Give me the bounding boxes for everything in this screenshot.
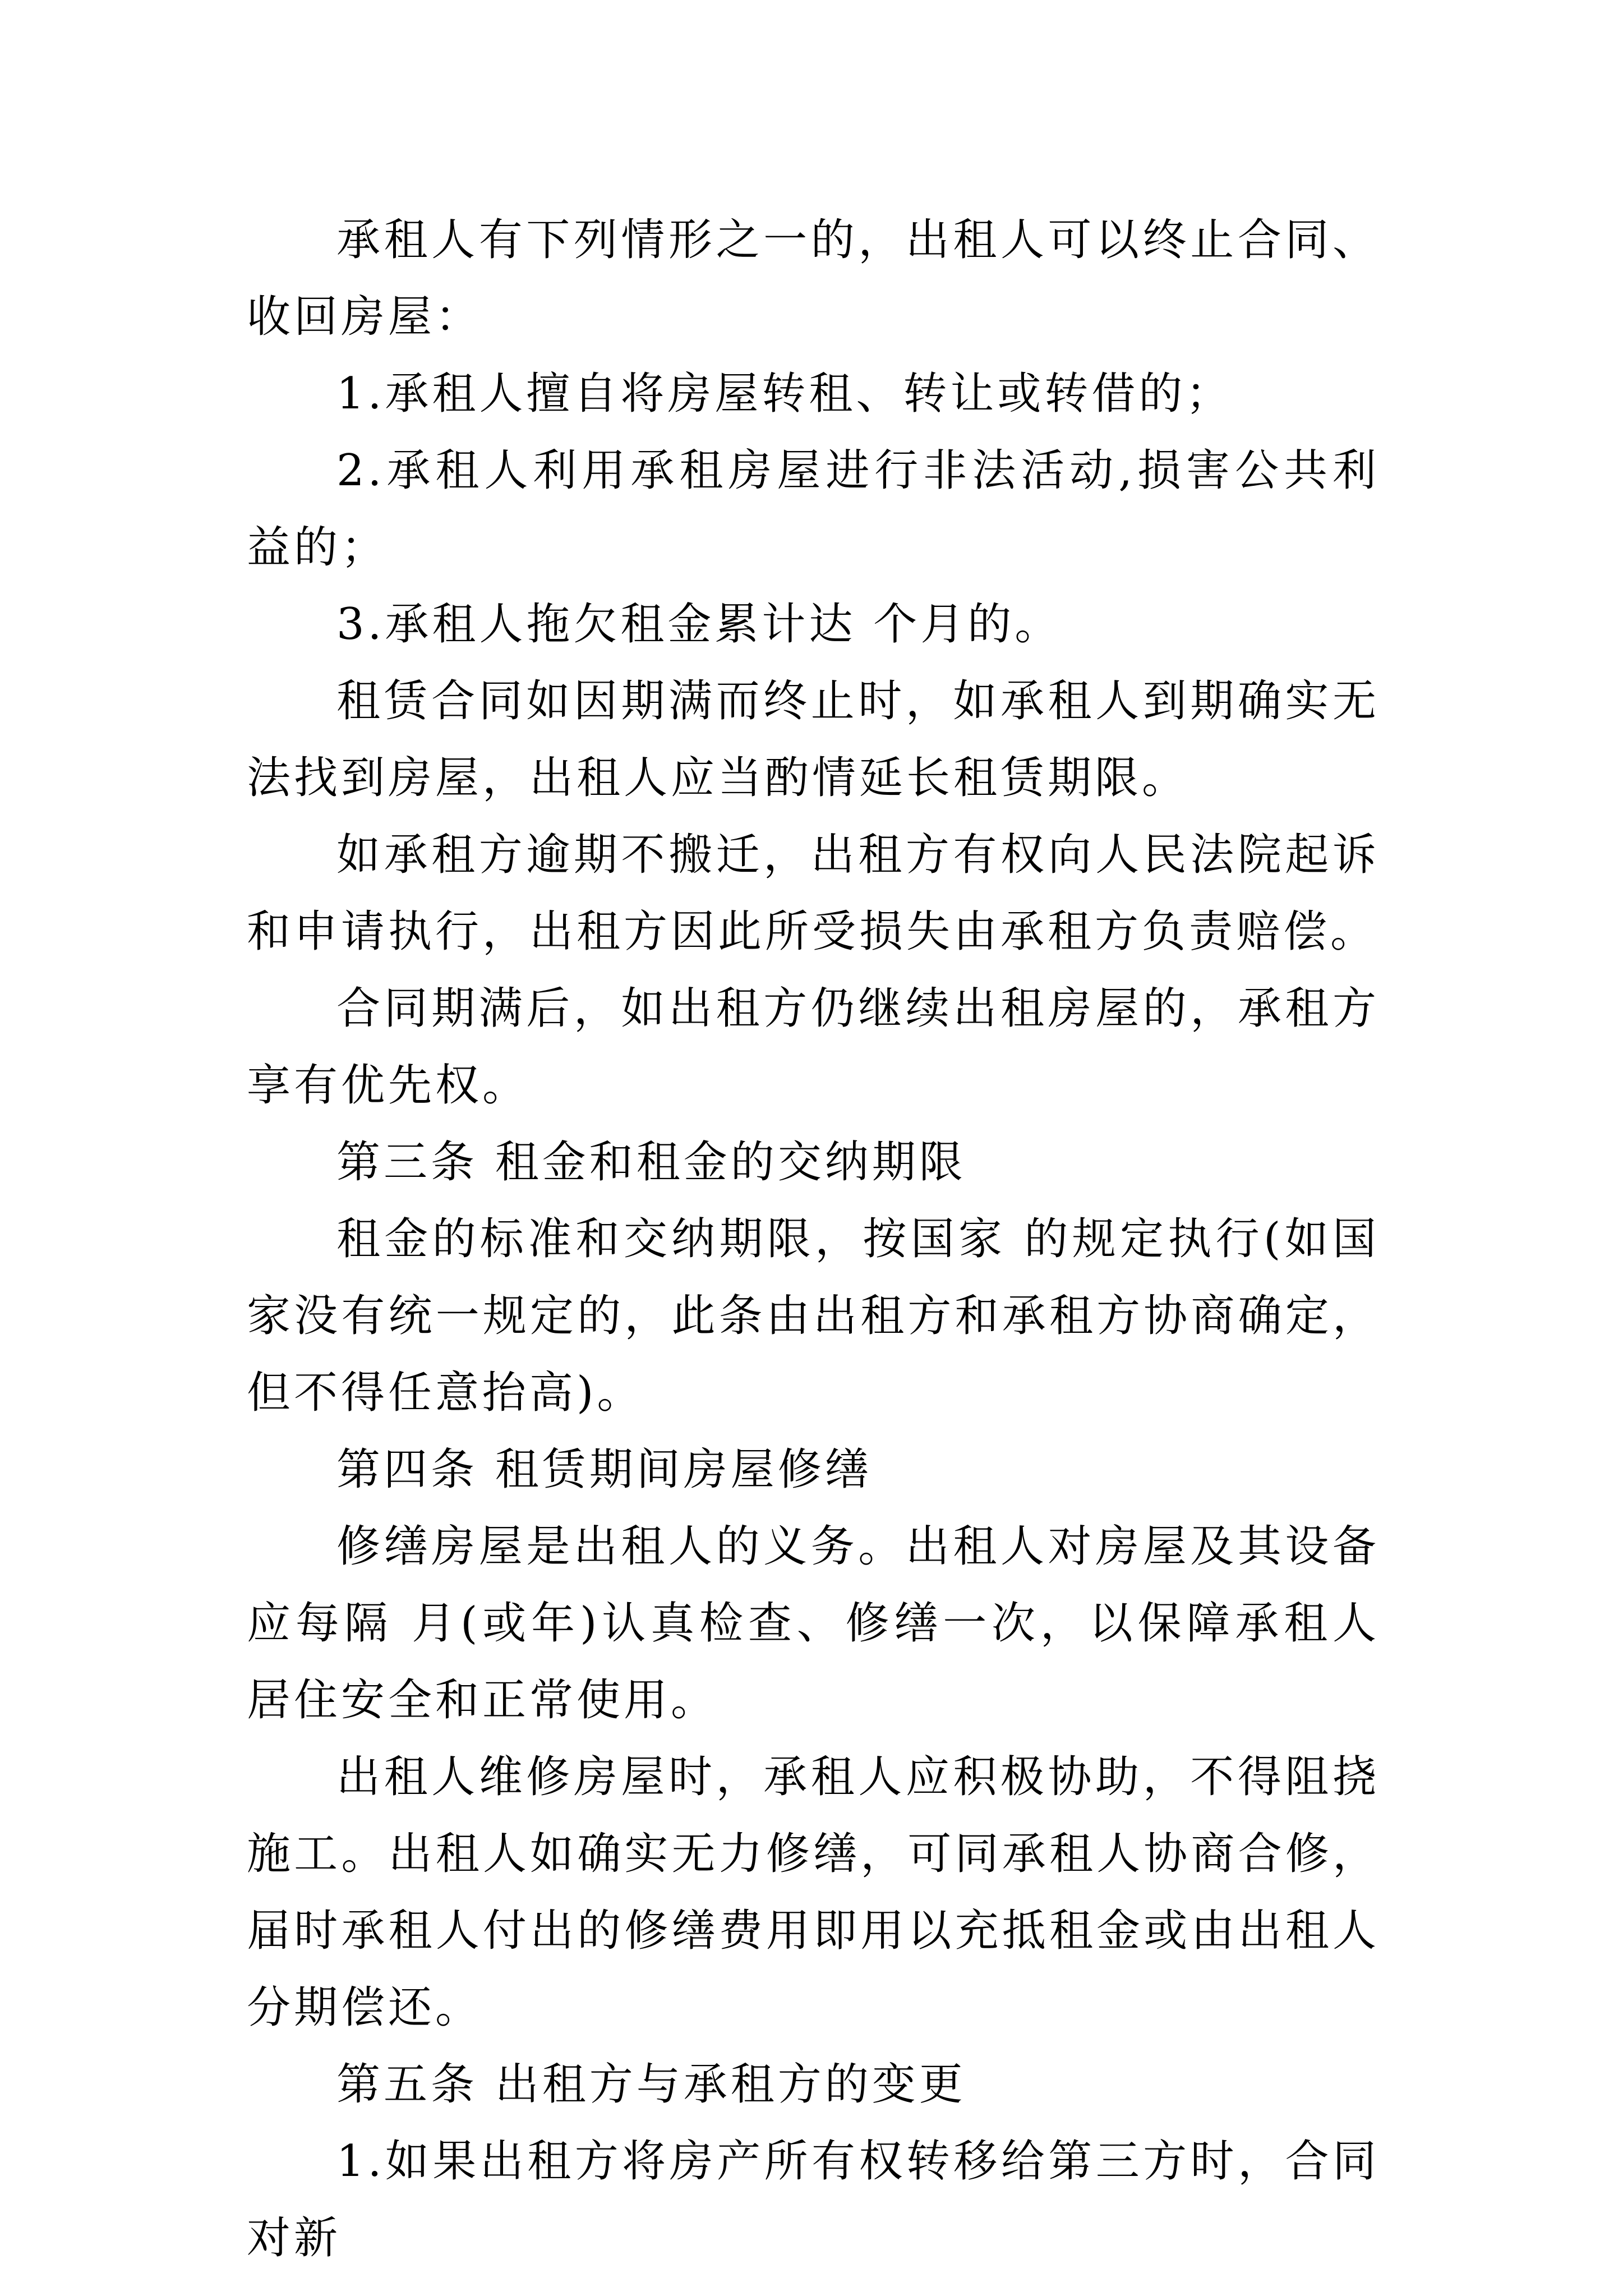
list-item-illegal-activity: 2.承租人利用承租房屋进行非法活动,损害公共利益的； bbox=[247, 445, 1380, 573]
paragraph-repair-obligation: 修缮房屋是出租人的义务。出租人对房屋及其设备应每隔 月(或年)认真检查、修缮一次，以保障承租人居住安全和正常使用。 bbox=[247, 1521, 1380, 1726]
section-heading-article-3: 第三条 租金和租金的交纳期限 bbox=[336, 1137, 966, 1188]
list-item-rent-arrears: 3.承租人拖欠租金累计达 个月的。 bbox=[336, 599, 1062, 650]
section-heading-article-5: 第五条 出租方与承租方的变更 bbox=[336, 2059, 966, 2110]
paragraph-repair-cooperation: 出租人维修房屋时，承租人应积极协助，不得阻挠施工。出租人如确实无力修缮，可同承租人协商合修，届时承租人付出的修缮费用即用以充抵租金或由出租人分期偿还。 bbox=[247, 1752, 1380, 2033]
list-item-sublet: 1.承租人擅自将房屋转租、转让或转借的； bbox=[336, 369, 1233, 419]
section-heading-article-4: 第四条 租赁期间房屋修缮 bbox=[336, 1444, 872, 1495]
paragraph-rent-standard: 租金的标准和交纳期限，按国家 的规定执行(如国家没有统一规定的，此条由出租方和承租方协商确定，但不得任意抬高)。 bbox=[247, 1214, 1380, 1418]
document-body bbox=[247, 202, 1380, 2277]
paragraph-termination-conditions: 承租人有下列情形之一的，出租人可以终止合同、收回房屋： bbox=[247, 215, 1380, 342]
list-item-ownership-transfer: 1.如果出租方将房产所有权转移给第三方时，合同对新 bbox=[247, 2136, 1380, 2263]
paragraph-overdue-relocation: 如承租方逾期不搬迁，出租方有权向人民法院起诉和申请执行，出租方因此所受损失由承租方负责赔偿。 bbox=[247, 830, 1380, 957]
paragraph-lease-extension: 租赁合同如因期满而终止时，如承租人到期确实无法找到房屋，出租人应当酌情延长租赁期限。 bbox=[247, 676, 1380, 803]
paragraph-priority-right: 合同期满后，如出租方仍继续出租房屋的，承租方享有优先权。 bbox=[247, 983, 1380, 1111]
